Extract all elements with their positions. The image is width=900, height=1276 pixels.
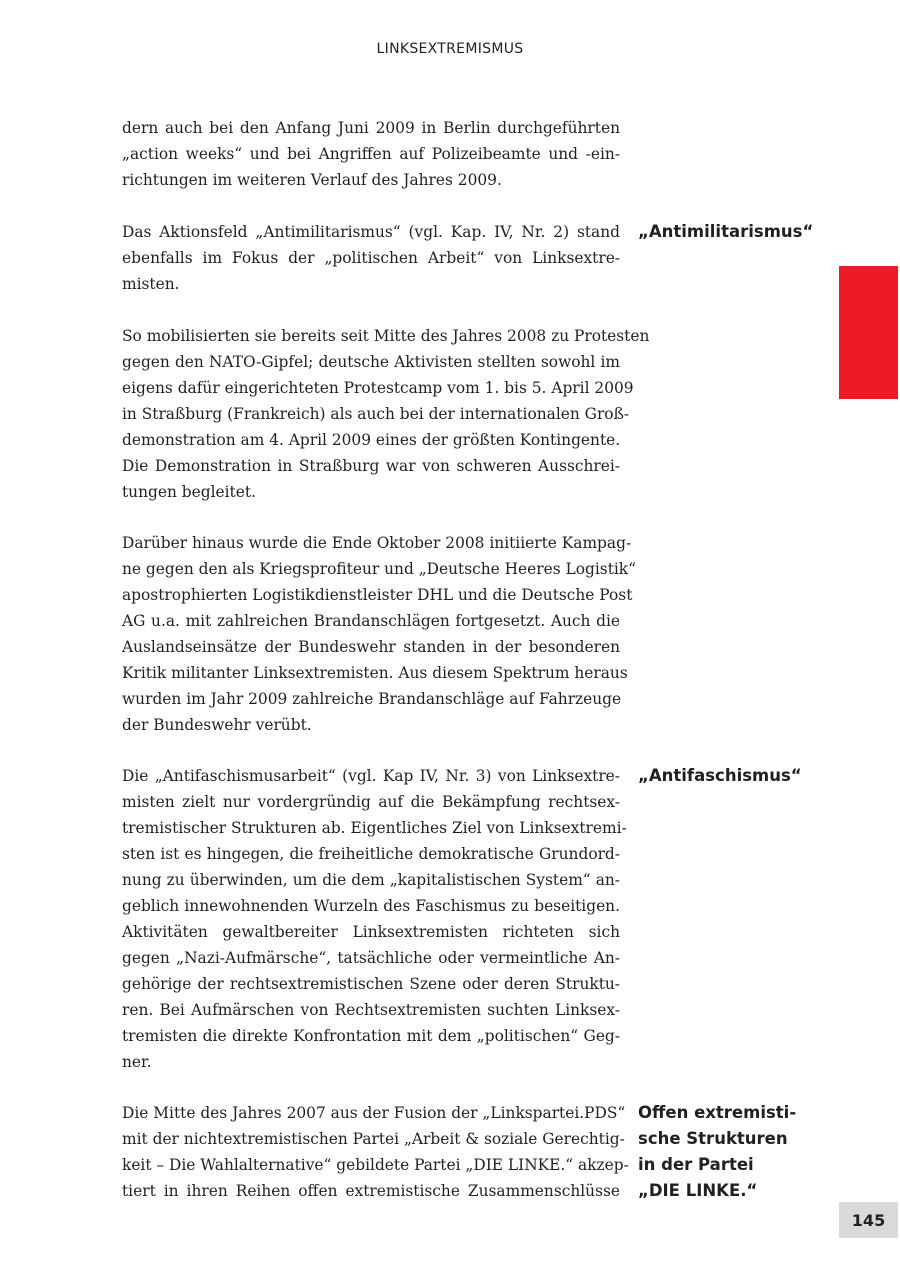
text-line: Die Mitte des Jahres 2007 aus der Fusion der „Linkspartei.PDS“ — [122, 1104, 626, 1122]
text-line: misten. — [122, 275, 180, 293]
text-line: AG u.a. mit zahlreichen Brandanschlägen fortgesetzt. Auch die — [122, 612, 620, 630]
text-line: gehörige der rechtsextremistischen Szene oder deren Struktu- — [122, 975, 620, 993]
text-line: Aktivitäten gewaltbereiter Linksextremisten richteten sich — [122, 923, 620, 941]
body-paragraph-4 — [122, 530, 636, 738]
margin-note-text: Offen extremisti- — [638, 1103, 797, 1122]
body-paragraph-3 — [122, 323, 650, 505]
text-line: apostrophierten Logistikdienstleister DHL und die Deutsche Post — [122, 586, 633, 604]
margin-note-text: in der Partei — [638, 1155, 754, 1174]
text-line: Die Demonstration in Straßburg war von schweren Ausschrei- — [122, 457, 620, 475]
text-line: gegen „Nazi-Aufmärsche“, tatsächliche oder vermeintliche An- — [122, 949, 620, 967]
text-line: misten zielt nur vordergründig auf die Bekämpfung rechtsex- — [122, 793, 620, 811]
text-line: richtungen im weiteren Verlauf des Jahres 2009. — [122, 171, 502, 189]
page-number-box — [839, 1202, 898, 1238]
text-line: der Bundeswehr verübt. — [122, 716, 312, 734]
text-line: ner. — [122, 1053, 152, 1071]
margin-note-text: „Antifaschismus“ — [638, 766, 802, 785]
page-number: 145 — [851, 1210, 886, 1230]
text-line: tremisten die direkte Konfrontation mit dem „politischen“ Geg- — [122, 1027, 620, 1045]
text-line: eigens dafür eingerichteten Protestcamp vom 1. bis 5. April 2009 — [122, 379, 634, 397]
body-paragraph-6 — [122, 1100, 629, 1204]
text-line: ne gegen den als Kriegsprofiteur und „Deutsche Heeres Logistik“ — [122, 560, 636, 578]
text-line: wurden im Jahr 2009 zahlreiche Brandanschläge auf Fahrzeuge — [122, 690, 622, 708]
text-line: Das Aktionsfeld „Antimilitarismus“ (vgl. Kap. IV, Nr. 2) stand — [122, 223, 620, 241]
text-line: gegen den NATO-Gipfel; deutsche Aktivisten stellten sowohl im — [122, 353, 620, 371]
margin-note-text: „DIE LINKE.“ — [638, 1181, 758, 1200]
text-line: mit der nichtextremistischen Partei „Arbeit & soziale Gerechtig- — [122, 1130, 625, 1148]
text-line: Kritik militanter Linksextremisten. Aus diesem Spektrum heraus — [122, 664, 628, 682]
margin-note-die-linke — [638, 1100, 828, 1204]
body-paragraph-1 — [122, 115, 620, 193]
margin-note-antimilitarismus — [638, 219, 828, 245]
text-line: ebenfalls im Fokus der „politischen Arbeit“ von Linksextre- — [122, 249, 620, 267]
text-line: dern auch bei den Anfang Juni 2009 in Berlin durchgeführten — [122, 119, 620, 137]
running-head: LINKSEXTREMISMUS — [376, 41, 524, 57]
body-paragraph-2 — [122, 219, 620, 297]
text-line: tiert in ihren Reihen offen extremistische Zusammenschlüsse — [122, 1182, 620, 1200]
text-line: „action weeks“ und bei Angriffen auf Polizeibeamte und -ein- — [122, 145, 620, 163]
text-line: geblich innewohnenden Wurzeln des Faschismus zu beseitigen. — [122, 897, 620, 915]
text-line: in Straßburg (Frankreich) als auch bei der internationalen Groß- — [122, 405, 630, 423]
text-line: So mobilisierten sie bereits seit Mitte des Jahres 2008 zu Protesten — [122, 327, 650, 345]
margin-note-text: sche Strukturen — [638, 1129, 788, 1148]
chapter-section-tab — [839, 266, 898, 399]
margin-note-text: „Antimilitarismus“ — [638, 222, 814, 241]
text-line: tungen begleitet. — [122, 483, 256, 501]
text-line: tremistischer Strukturen ab. Eigentliches Ziel von Linksextremi- — [122, 819, 627, 837]
text-line: Auslandseinsätze der Bundeswehr standen in der besonderen — [122, 638, 620, 656]
text-line: Die „Antifaschismusarbeit“ (vgl. Kap IV, Nr. 3) von Linksextre- — [122, 767, 620, 785]
text-line: nung zu überwinden, um die dem „kapitalistischen System“ an- — [122, 871, 620, 889]
margin-note-antifaschismus — [638, 763, 828, 789]
text-line: demonstration am 4. April 2009 eines der größten Kontingente. — [122, 431, 621, 449]
text-line: keit – Die Wahlalternative“ gebildete Partei „DIE LINKE.“ akzep- — [122, 1156, 629, 1174]
text-line: Darüber hinaus wurde die Ende Oktober 2008 initiierte Kampag- — [122, 534, 632, 552]
body-paragraph-5 — [122, 763, 627, 1075]
text-line: sten ist es hingegen, die freiheitliche demokratische Grundord- — [122, 845, 620, 863]
text-line: ren. Bei Aufmärschen von Rechtsextremisten suchten Linksex- — [122, 1001, 620, 1019]
